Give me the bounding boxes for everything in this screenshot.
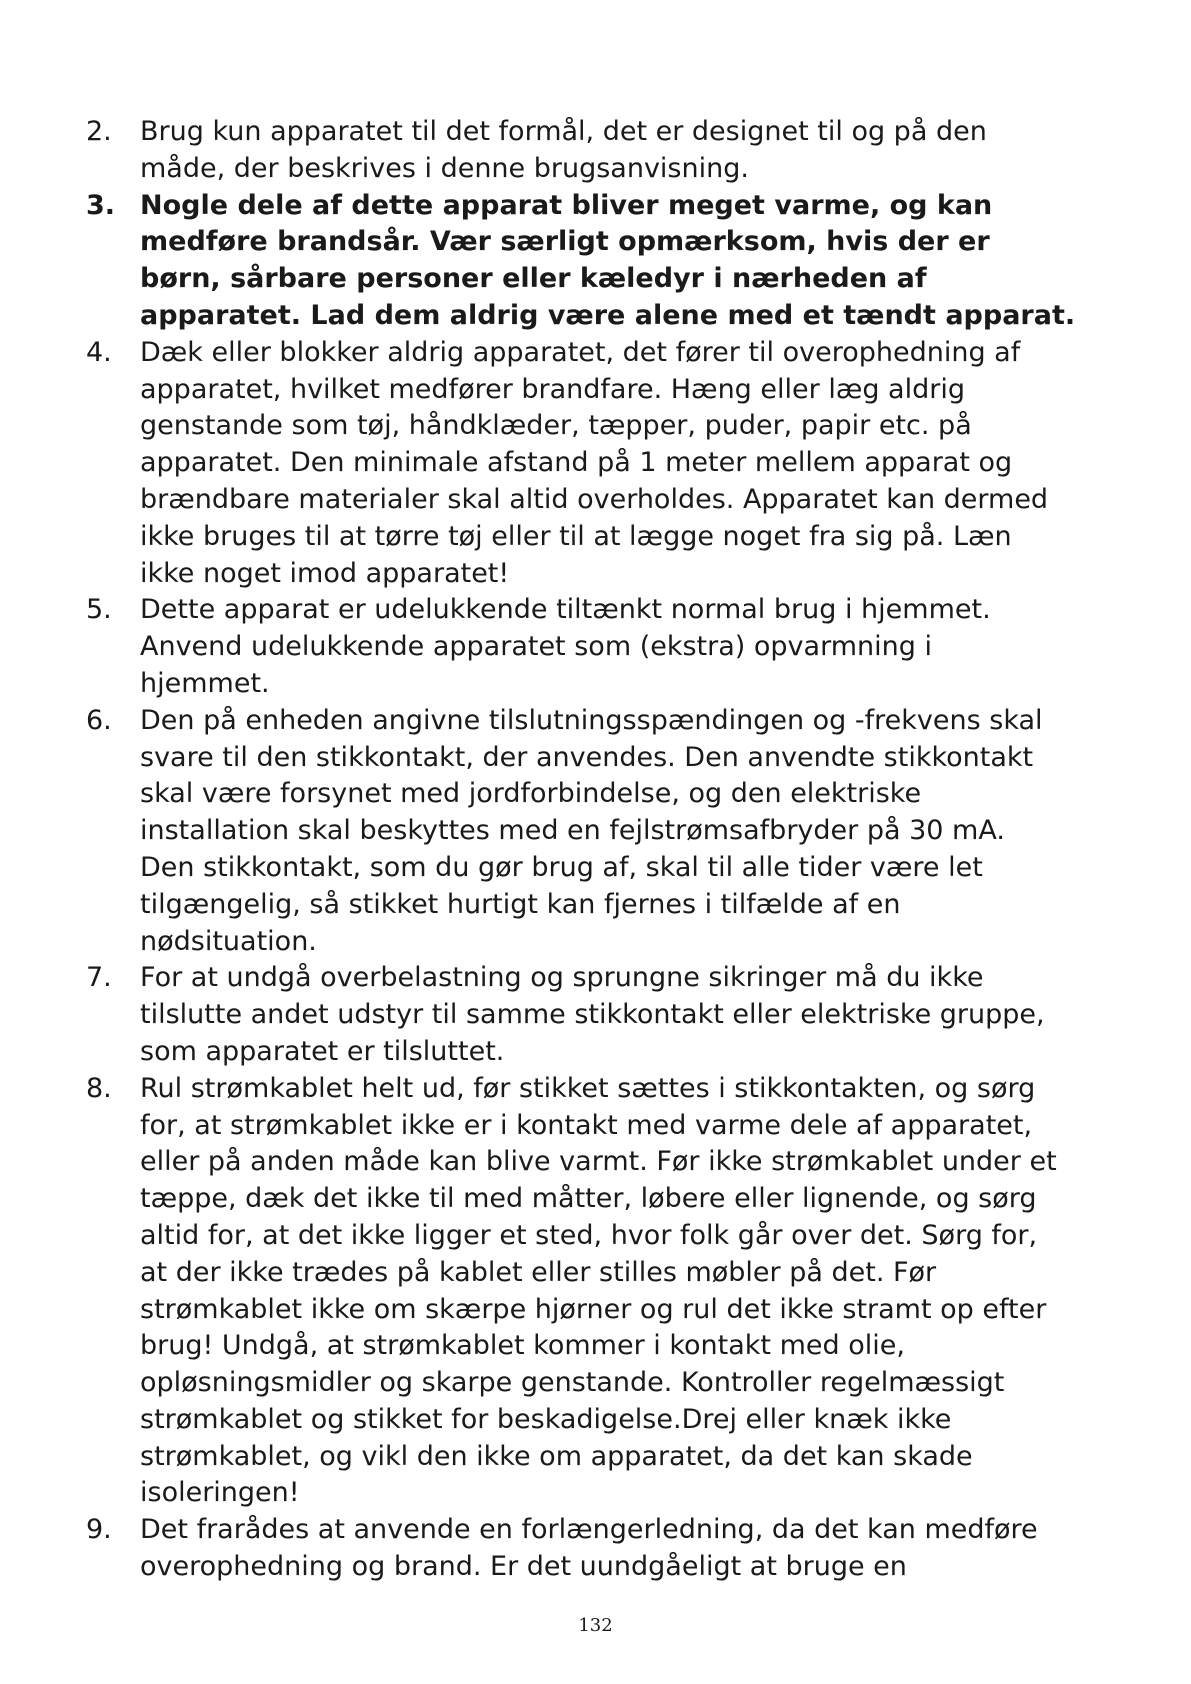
item-text: Brug kun apparatet til det formål, det er designet til og på den måde, der beskrives i denne brugsanvisning.: [140, 116, 987, 184]
list-item-2: [86, 114, 1116, 188]
page-number: 132: [578, 1615, 613, 1636]
item-text: Dæk eller blokker aldrig apparatet, det fører til overophedning af apparatet, hvilket medfører brandfare. Hæng eller læg aldrig genstande som tøj, håndklæder, tæpper, puder, papir etc. på apparatet. Den minimale afstand på 1 meter mellem apparat og brændbare materialer skal altid overholdes. Apparatet kan dermed ikke bruges til at tørre tøj eller til at lægge noget fra sig på. Læn ikke noget imod apparatet!: [140, 336, 1049, 589]
item-number: 4.: [86, 336, 112, 368]
item-text: For at undgå overbelastning og sprungne sikringer må du ikke tilslutte andet udstyr til samme stikkontakt eller elektriske gruppe, som apparatet er tilsluttet.: [140, 962, 1045, 1067]
list-item-7: [86, 960, 1116, 1070]
item-number: 5.: [86, 594, 112, 626]
item-text: Dette apparat er udelukkende tiltænkt normal brug i hjemmet. Anvend udelukkende apparatet som (ekstra) opvarmning i hjemmet.: [140, 594, 991, 699]
list-item-5: [86, 592, 1116, 702]
item-text: Rul strømkablet helt ud, før stikket sættes i stikkontakten, og sørg for, at strømkablet ikke er i kontakt med varme dele af apparatet, eller på anden måde kan blive varmt. Før ikke strømkablet under et tæppe, dæk det ikke til med måtter, løbere eller lignende, og sørg altid for, at det ikke ligger et sted, hvor folk går over det. Sørg for, at der ikke trædes på kablet eller stilles møbler på det. Før strømkablet ikke om skærpe hjørner og rul det ikke stramt op efter brug! Undgå, at strømkablet kommer i kontakt med olie, opløsningsmidler og skarpe genstande. Kontroller regelmæssigt strømkablet og stikket for beskadigelse.Drej eller knæk ikke strømkablet, og vikl den ikke om apparatet, da det kan skade isoleringen!: [140, 1072, 1057, 1509]
item-number: 6.: [86, 704, 112, 736]
item-number: 8.: [86, 1072, 112, 1104]
list-item-6: [86, 703, 1116, 961]
item-text: Det frarådes at anvende en forlængerledning, da det kan medføre overophedning og brand. Er det uundgåeligt at bruge en: [140, 1514, 1038, 1583]
list-item-8: [86, 1071, 1116, 1513]
item-text: Nogle dele af dette apparat bliver meget varme, og kan medføre brandsår. Vær særligt opmærksom, hvis der er børn, sårbare personer eller kæledyr i nærheden af apparatet. Lad dem aldrig være alene med et tændt apparat.: [140, 189, 1076, 331]
item-text: Den på enheden angivne tilslutningsspændingen og -frekvens skal svare til den stikkontakt, der anvendes. Den anvendte stikkontakt skal være forsynet med jordforbindelse, og den elektriske installation skal beskyttes med en fejlstrømsafbryder på 30 mA. Den stikkontakt, som du gør brug af, skal til alle tider være let tilgængelig, så stikket hurtigt kan fjernes i tilfælde af en nødsituation.: [140, 704, 1043, 957]
safety-instructions-list: [86, 114, 1116, 1586]
item-number: 9.: [86, 1514, 112, 1546]
list-item-9: [86, 1512, 1116, 1586]
item-number: 3.: [86, 189, 116, 221]
list-item-3: [86, 188, 1116, 335]
list-item-4: [86, 335, 1116, 593]
item-number: 7.: [86, 962, 112, 994]
item-number: 2.: [86, 116, 112, 147]
